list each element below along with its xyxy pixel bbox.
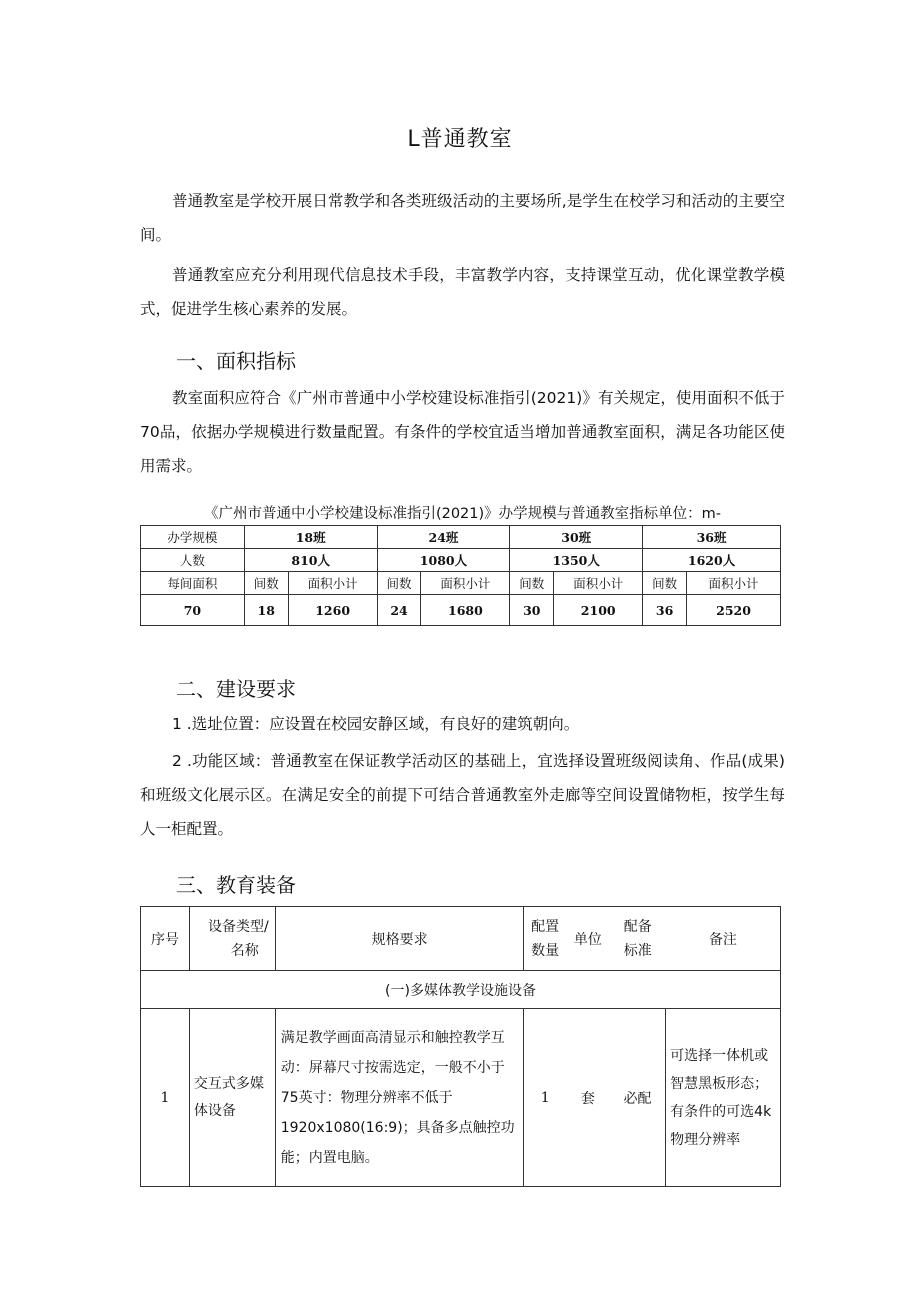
header-qty	[524, 907, 566, 971]
table-header-row	[141, 907, 781, 971]
table-cell: 70	[141, 595, 245, 626]
header-type	[189, 907, 275, 971]
table-cell: 810人	[244, 549, 377, 572]
row-std: 必配	[610, 1009, 666, 1187]
group-row	[141, 971, 781, 1009]
table-cell: 2100	[554, 595, 643, 626]
section2-item-2: 2 .功能区域：普通教室在保证教学活动区的基础上，宜选择设置班级阅读角、作品(成果)和班级文化展示区。在满足安全的前提下可结合普通教室外走廊等空间设置储物柜，按学生每人一柜配置。	[140, 752, 785, 838]
table-cell: 间数	[244, 572, 288, 595]
header-note: 备注	[666, 907, 781, 971]
table1-caption: 《广州市普通中小学校建设标准指引(2021)》办学规模与普通教室指标单位：m-	[203, 506, 722, 522]
table-cell: 办学规模	[141, 526, 245, 549]
table-cell: 间数	[643, 572, 687, 595]
equipment-table	[140, 906, 781, 1187]
header-std-bottom: 标准	[623, 942, 652, 959]
table-cell: 面积小计	[288, 572, 377, 595]
table-cell: 1080人	[377, 549, 510, 572]
header-type-top: 设备类型/	[208, 918, 269, 935]
header-std	[610, 907, 666, 971]
table-cell: 24	[377, 595, 421, 626]
table-cell: 18	[244, 595, 288, 626]
header-spec: 规格要求	[275, 907, 524, 971]
header-std-top: 配备	[623, 918, 652, 935]
table-row	[141, 1009, 781, 1187]
header-type-bottom: 名称	[230, 942, 259, 959]
table-cell: 24班	[377, 526, 510, 549]
table-cell: 2520	[687, 595, 781, 626]
table-cell: 每间面积	[141, 572, 245, 595]
table-cell: 间数	[377, 572, 421, 595]
row-unit: 套	[566, 1009, 610, 1187]
header-unit: 单位	[566, 907, 610, 971]
table-cell: 1620人	[643, 549, 781, 572]
intro-paragraph-1: 普通教室是学校开展日常教学和各类班级活动的主要场所,是学生在校学习和活动的主要空间。	[140, 192, 785, 244]
page-title: L普通教室	[407, 127, 513, 152]
table-cell: 1260	[288, 595, 377, 626]
intro-paragraph-2: 普通教室应充分利用现代信息技术手段，丰富教学内容，支持课堂互动，优化课堂教学模式，促进学生核心素养的发展。	[140, 266, 785, 318]
table-row	[141, 595, 781, 626]
section2-heading: 二、建设要求	[176, 677, 296, 701]
header-qty-top: 配置	[531, 918, 560, 935]
row-seq: 1	[141, 1009, 190, 1187]
table-cell: 30	[510, 595, 554, 626]
header-seq: 序号	[141, 907, 190, 971]
table-cell: 间数	[510, 572, 554, 595]
table-cell: 面积小计	[421, 572, 510, 595]
header-qty-bottom: 数量	[531, 942, 560, 959]
row-note: 可选择一体机或智慧黑板形态；有条件的可选4k物理分辨率	[666, 1009, 781, 1187]
section2-item-1: 1 .选址位置：应设置在校园安静区域，有良好的建筑朝向。	[172, 715, 580, 733]
table-cell: 人数	[141, 549, 245, 572]
table-cell: 1680	[421, 595, 510, 626]
row-spec: 满足教学画面高清显示和触控教学互动：屏幕尺寸按需选定，一般不小于75英寸：物理分辨率不低于1920x1080(16:9)；具备多点触控功能；内置电脑。	[275, 1009, 524, 1187]
table-row	[141, 549, 781, 572]
row-name: 交互式多媒体设备	[189, 1009, 275, 1187]
group-label: (一)多媒体教学设施设备	[141, 971, 781, 1009]
section1-text: 教室面积应符合《广州市普通中小学校建设标准指引(2021)》有关规定，使用面积不低于70品，依据办学规模进行数量配置。有条件的学校宜适当增加普通教室面积，满足各功能区使用需求。	[140, 389, 785, 475]
section3-heading: 三、教育装备	[176, 873, 296, 897]
table-cell: 36	[643, 595, 687, 626]
table-cell: 18班	[244, 526, 377, 549]
table-row	[141, 572, 781, 595]
row-qty: 1	[524, 1009, 566, 1187]
table-cell: 1350人	[510, 549, 643, 572]
table-cell: 面积小计	[554, 572, 643, 595]
area-index-table	[140, 525, 781, 626]
table-cell: 面积小计	[687, 572, 781, 595]
table-row	[141, 526, 781, 549]
table-cell: 30班	[510, 526, 643, 549]
section1-heading: 一、面积指标	[176, 349, 296, 373]
table-cell: 36班	[643, 526, 781, 549]
